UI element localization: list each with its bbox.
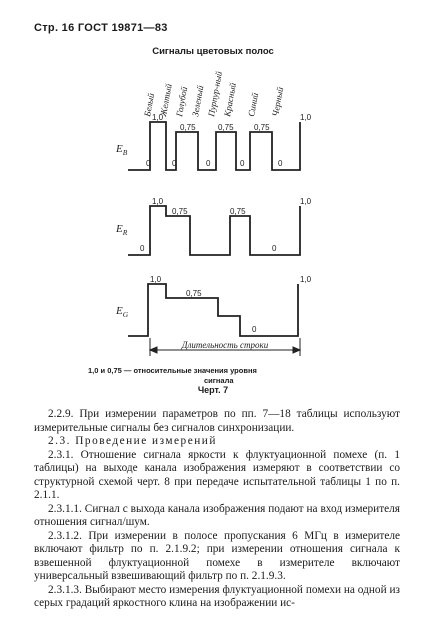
body-text: [34, 408, 400, 611]
figure-label: Черт. 7: [197, 385, 229, 395]
eb-zero-a: 0: [146, 159, 151, 168]
caption-line-1: 1,0 и 0,75 — относительные значения уровня: [88, 366, 257, 375]
eg-level-075: 0,75: [186, 289, 202, 298]
er-level-1-end: 1,0: [300, 197, 312, 206]
color-label-blue: Синий: [246, 92, 261, 118]
paragraph-2-3-1-3: 2.3.1.3. Выбирают место измерения флуктуационной помехи на одной из серых градаций яркостного клина на изображении ис-: [34, 583, 400, 609]
color-label-white: Белый: [142, 92, 157, 118]
er-level-075-a: 0,75: [172, 207, 188, 216]
eb-level-075-a: 0,75: [180, 123, 196, 132]
label-eb: $E_B$: [116, 143, 128, 157]
eg-level-1-end: 1,0: [300, 275, 312, 284]
waveform-eg: [128, 284, 298, 336]
eb-level-075-b: 0,75: [218, 123, 234, 132]
paragraph-2-3-1: 2.3.1. Отношение сигнала яркости к флуктуационной помехе (п. 1 таблицы) на выходе канала изображения измеряют в соответствии со структурной схемой черт. 8 при передаче испытательной таблицы 1 по п. 2.1.1.: [34, 448, 400, 501]
paragraph-2-2-9: 2.2.9. При измерении параметров по пп. 7—18 таблицы используют измерительные сигналы без сигналов синхронизации.: [34, 408, 400, 434]
color-label-green: Зеленый: [190, 84, 206, 118]
diagram-title: Сигналы цветовых полос: [152, 46, 274, 57]
er-level-075-b: 0,75: [230, 207, 246, 216]
er-zero-a: 0: [140, 244, 145, 253]
label-er: $E_R$: [116, 223, 128, 237]
line-duration-label: Длительность строки: [181, 340, 269, 350]
paragraph-2-3-1-2: 2.3.1.2. При измерении в полосе пропускания 6 МГц в измерителе включают фильтр по п. 2.1.9.2; при измерении отношения сигнала к взвешенной флуктуационной помехе в измерителе включают универсальный взвешивающий фильтр по п. 2.1.9.3.: [34, 529, 400, 582]
eg-level-1: 1,0: [150, 275, 162, 284]
color-label-yellow: Желтый: [158, 83, 174, 118]
eb-zero-b: 0: [172, 159, 177, 168]
waveform-eb: [128, 122, 300, 170]
caption: [88, 366, 257, 386]
er-zero-b: 0: [272, 244, 277, 253]
color-label-cyan: Голубой: [174, 85, 190, 118]
eg-zero: 0: [252, 325, 257, 334]
label-eg: $E_G$: [116, 305, 129, 319]
color-label-black: Черный: [270, 86, 286, 118]
color-label-red: Красный: [222, 82, 238, 118]
eb-level-1-end: 1,0: [300, 113, 312, 122]
caption-line-2: сигнала: [204, 376, 234, 385]
eb-zero-e: 0: [278, 159, 283, 168]
color-label-magenta: Пурпур-ный: [206, 70, 224, 118]
section-heading-2-3: 2.3. Проведение измерений: [48, 435, 217, 447]
eb-level-075-c: 0,75: [254, 123, 270, 132]
eb-zero-c: 0: [206, 159, 211, 168]
page-header: Стр. 16 ГОСТ 19871—83: [34, 22, 168, 34]
paragraph-2-3-1-1: 2.3.1.1. Сигнал с выхода канала изображения подают на вход измерителя отношения сигнал/шум.: [34, 502, 400, 528]
er-level-1: 1,0: [152, 197, 164, 206]
eb-level-1: 1,0: [152, 113, 164, 122]
eb-zero-d: 0: [240, 159, 245, 168]
